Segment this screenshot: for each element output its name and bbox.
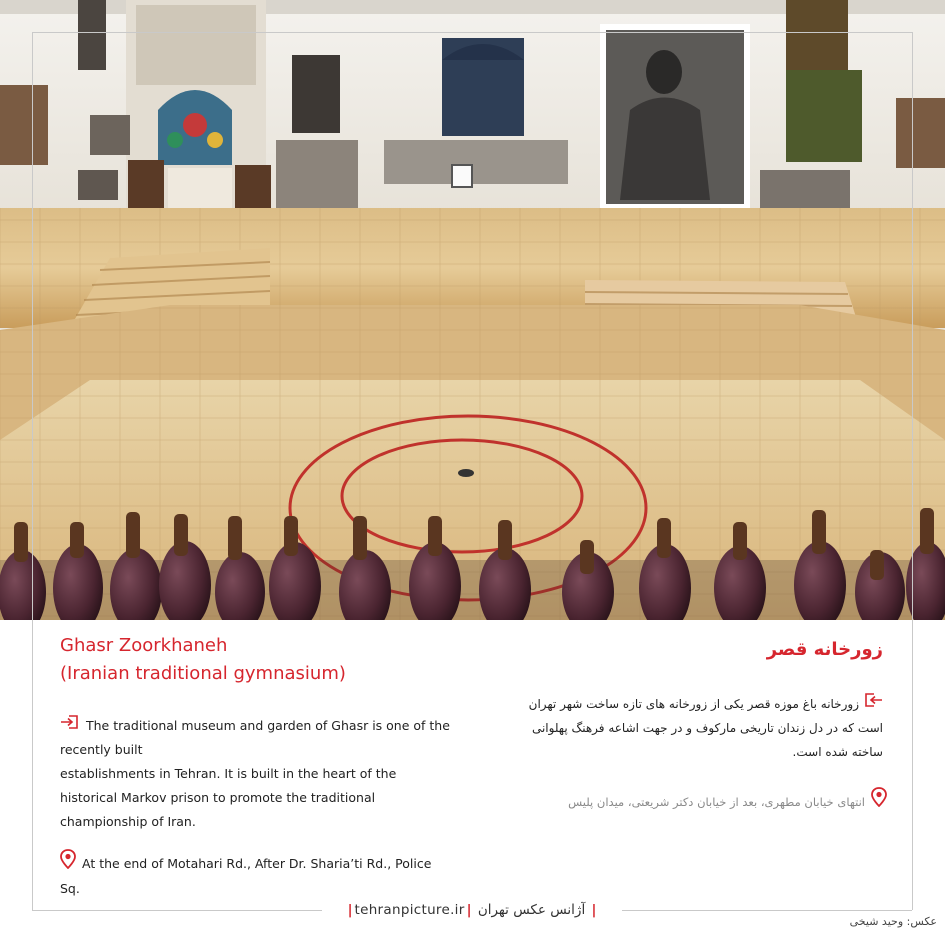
location-pin-icon xyxy=(871,787,887,815)
footer-agency: آژانس عکس تهران xyxy=(477,902,586,918)
address-persian-text: انتهای خیابان مطهری، بعد از خیابان دکتر شریعتی، میدان پلیس xyxy=(568,795,865,809)
description-english-line1: The traditional museum and garden of Ghasr is one of the recently built xyxy=(60,718,450,757)
location-pin-icon xyxy=(60,849,76,877)
footer-brand xyxy=(322,898,622,922)
enter-arrow-icon xyxy=(865,691,883,715)
address-english xyxy=(60,852,440,901)
footer-separator: | xyxy=(591,902,597,918)
address-english-text: At the end of Motahari Rd., After Dr. Sharia’ti Rd., Police Sq. xyxy=(60,856,432,896)
title-english-line2: (Iranian traditional gymnasium) xyxy=(60,663,346,684)
title-english xyxy=(60,632,480,688)
enter-arrow-icon xyxy=(60,713,78,737)
description-english xyxy=(60,714,455,834)
frame-border-bottom-left xyxy=(32,910,322,911)
description-persian xyxy=(503,692,883,764)
footer-separator: | xyxy=(466,902,472,918)
frame-border-bottom-right xyxy=(622,910,912,911)
title-persian: زورخانه قصر xyxy=(766,639,883,660)
footer-separator: | xyxy=(347,902,353,918)
photo-credit: عکس: وحید شیخی xyxy=(849,915,937,928)
title-english-line1: Ghasr Zoorkhaneh xyxy=(60,635,228,656)
address-persian xyxy=(487,790,887,815)
footer-site-link[interactable]: tehranpicture.ir xyxy=(354,902,465,918)
description-english-line2: establishments in Tehran. It is built in the heart of the historical Markov prison to promote the traditional championship of Iran. xyxy=(60,766,397,829)
description-persian-text: زورخانه باغ موزه قصر یکی از زورخانه های تازه ساخت شهر تهران است که در دل زندان تاریخی مارکوف و در جهت اشاعه فرهنگ پهلوانی ساخته شده است. xyxy=(528,697,883,759)
